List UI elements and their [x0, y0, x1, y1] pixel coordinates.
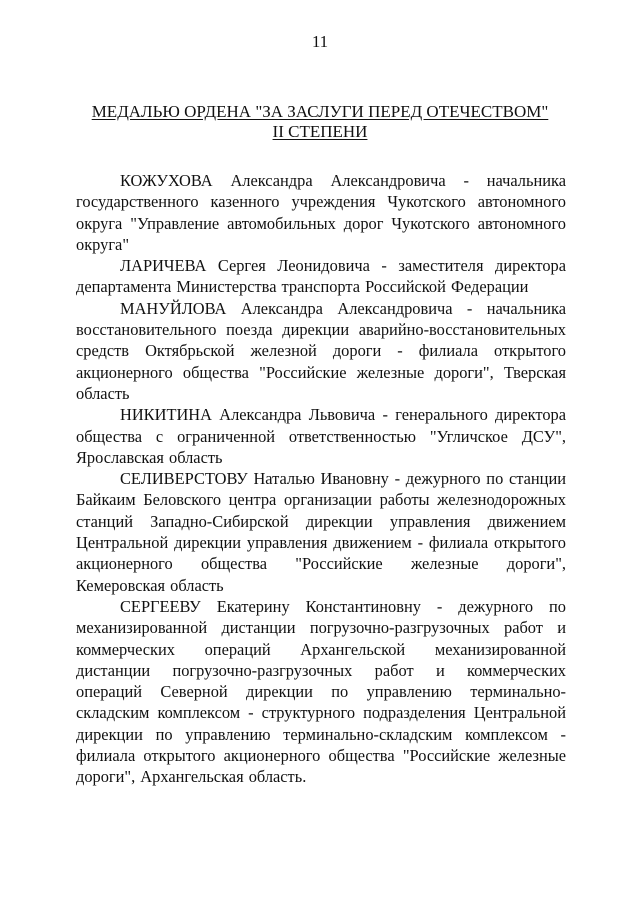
recipient-entry-larichev: ЛАРИЧЕВА Сергея Леонидовича - заместителя директора департамента Министерства транспорта Российской Федерации: [76, 256, 566, 297]
recipient-entry-manuylov: МАНУЙЛОВА Александра Александровича - начальника восстановительного поезда дирекции аварийно-восстановительных средств Октябрьской железной дороги - филиала открытого акционерного общества "Российские железные дороги", Тверская область: [76, 298, 566, 403]
award-heading: [0, 102, 640, 142]
recipient-entry-seliverstova: СЕЛИВЕРСТОВУ Наталью Ивановну - дежурного по станции Байкаим Беловского центра организации работы железнодорожных станций Западно-Сибирской дирекции управления движением Центральной дирекции управления движением - филиала открытого акционерного общества "Российские железные дороги", Кемеровская область: [76, 469, 566, 595]
award-heading-line-1: МЕДАЛЬЮ ОРДЕНА "ЗА ЗАСЛУГИ ПЕРЕД ОТЕЧЕСТВОМ": [91, 102, 549, 121]
recipient-entry-kozhukhov: КОЖУХОВА Александра Александровича - начальника государственного казенного учреждения Чукотского автономного округа "Управление автомобильных дорог Чукотского автономного округа": [76, 171, 566, 254]
page-number: 11: [311, 32, 329, 51]
award-heading-line-2: II СТЕПЕНИ: [272, 122, 368, 141]
recipient-entry-sergeeva: СЕРГЕЕВУ Екатерину Константиновну - дежурного по механизированной дистанции погрузочно-разгрузочных работ и коммерческих операций Архангельской механизированной дистанции погрузочно-разгрузочных работ и коммерческих операций Северной дирекции по управлению терминально-складским комплексом - структурного подразделения Центральной дирекции по управлению терминально-складским комплексом - филиала открытого акционерного общества "Российские железные дороги", Архангельская область.: [76, 596, 566, 787]
recipient-entry-nikitin: НИКИТИНА Александра Львовича - генерального директора общества с ограниченной ответственностью "Угличское ДСУ", Ярославская область: [76, 405, 566, 467]
recipients-list: [76, 170, 566, 788]
